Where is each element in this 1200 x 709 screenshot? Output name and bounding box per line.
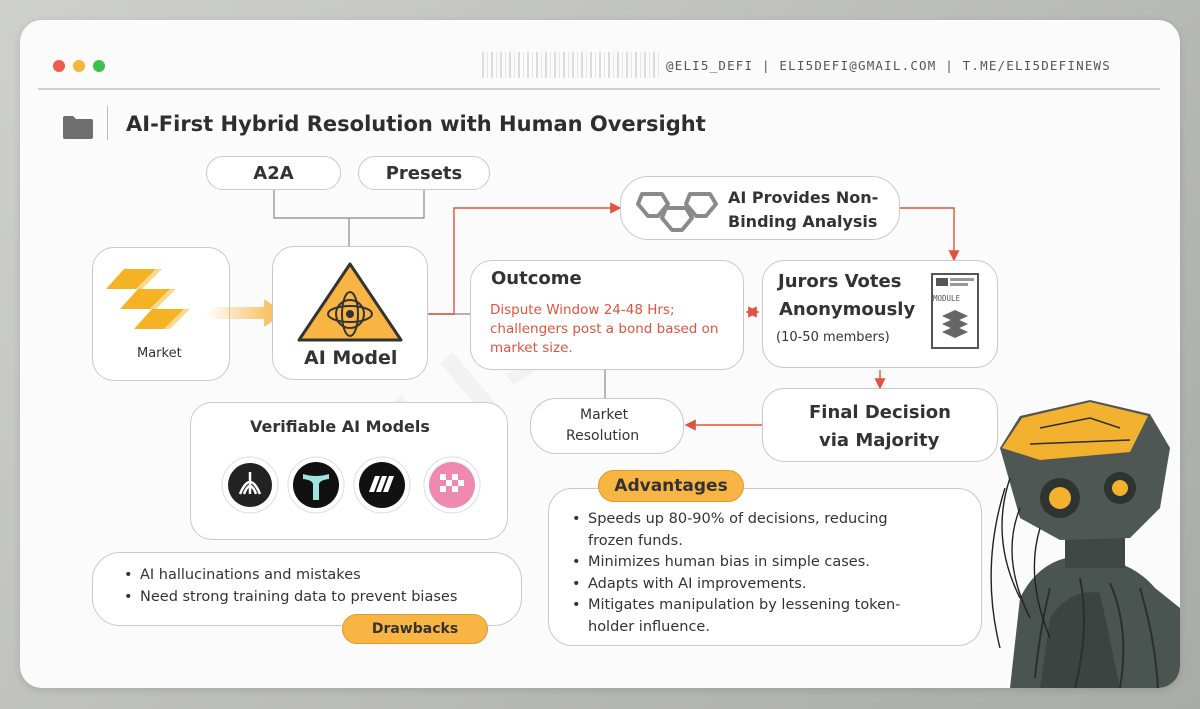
- contact-info: @ELI5_DEFI | ELI5DEFI@GMAIL.COM | T.ME/ELI5DEFINEWS: [666, 58, 1112, 73]
- drawback-item: • Need strong training data to prevent biases: [124, 587, 457, 609]
- outcome-line2: challengers post a bond based on: [490, 321, 719, 337]
- outcome-title: Outcome: [491, 268, 582, 289]
- advantage-item: • Mitigates manipulation by lessening token- holder influence.: [572, 595, 900, 638]
- advantage-item: • Speeds up 80-90% of decisions, reducing frozen funds.: [572, 509, 900, 552]
- final-decision-line2: via Majority: [819, 430, 940, 451]
- jurors-line1: Jurors Votes: [778, 271, 902, 292]
- market-resolution-line1: Market: [580, 407, 629, 423]
- drawback-item: • AI hallucinations and mistakes: [124, 565, 457, 587]
- model-logos: [220, 452, 490, 518]
- model-logo-2-icon: [288, 457, 344, 513]
- ai-analysis-line2: Binding Analysis: [728, 212, 878, 231]
- hexagon-chain-icon: [636, 190, 722, 232]
- infographic-card: [20, 20, 1180, 688]
- robot-illustration: [980, 388, 1180, 688]
- page-title: AI-First Hybrid Resolution with Human Oversight: [126, 112, 706, 136]
- market-resolution-line2: Resolution: [566, 428, 640, 444]
- outcome-line1: Dispute Window 24-48 Hrs;: [490, 302, 675, 318]
- ai-analysis-line1: AI Provides Non-: [728, 188, 879, 207]
- market-icon: [106, 265, 198, 337]
- model-logo-4-icon: [424, 457, 480, 513]
- market-label: Market: [137, 346, 182, 361]
- drawbacks-badge: Drawbacks: [342, 614, 488, 644]
- drawbacks-list: [124, 565, 457, 608]
- ai-model-label: AI Model: [304, 347, 398, 369]
- ai-triangle-icon: [295, 260, 405, 346]
- document-module-icon: [930, 272, 980, 350]
- jurors-members: (10-50 members): [776, 330, 890, 345]
- final-decision-line1: Final Decision: [809, 402, 951, 423]
- module-label: MODULE: [933, 294, 961, 303]
- outcome-line3: market size.: [490, 340, 573, 356]
- a2a-pill: A2A: [206, 156, 341, 190]
- model-logo-3-icon: [354, 457, 410, 513]
- advantage-item: • Adapts with AI improvements.: [572, 574, 900, 596]
- presets-pill: Presets: [358, 156, 490, 190]
- advantage-item: • Minimizes human bias in simple cases.: [572, 552, 900, 574]
- advantages-list: [572, 509, 900, 638]
- model-logo-1-icon: [222, 457, 278, 513]
- jurors-line2: Anonymously: [779, 299, 916, 320]
- verifiable-models-title: Verifiable AI Models: [250, 417, 430, 436]
- advantages-badge: Advantages: [598, 470, 744, 502]
